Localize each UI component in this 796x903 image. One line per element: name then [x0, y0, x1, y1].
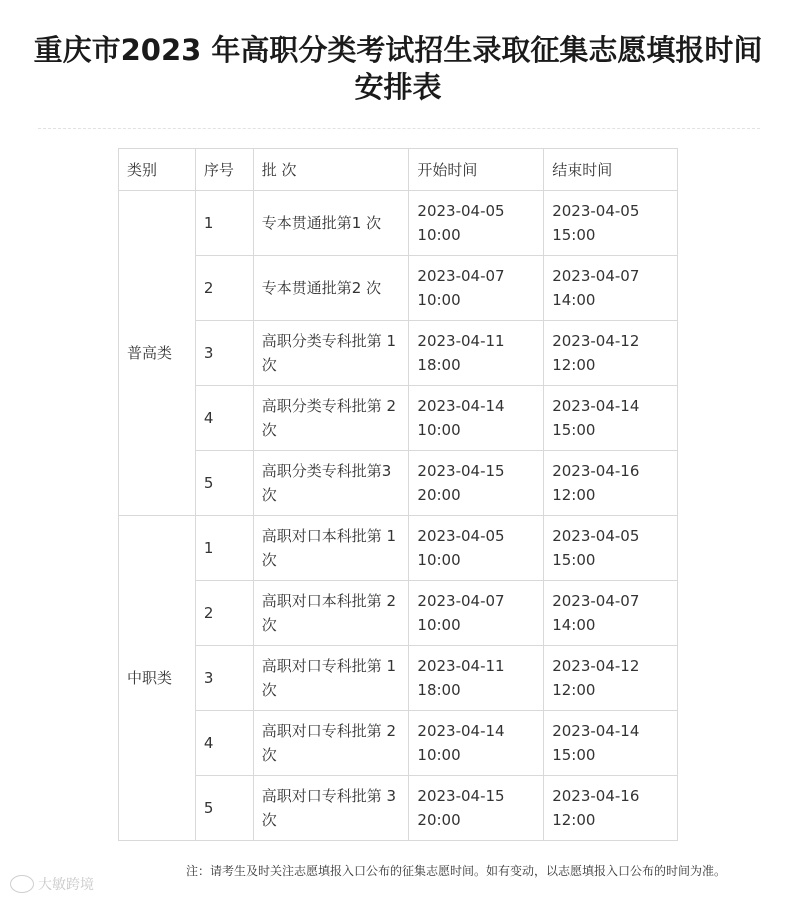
footnote: 注：请考生及时关注志愿填报入口公布的征集志愿时间。如有变动，以志愿填报入口公布的时间为准。: [185, 864, 726, 878]
sequence-cell: 1: [195, 516, 253, 581]
category-cell: 中职类: [119, 646, 196, 711]
end-time-cell: 2023-04-14 15:00: [544, 711, 678, 776]
category-cell: [119, 191, 196, 256]
end-time-cell: 2023-04-12 12:00: [544, 321, 678, 386]
batch-cell: 高职对口本科批第 1 次: [253, 516, 409, 581]
batch-cell: 高职对口专科批第 2 次: [253, 711, 409, 776]
table-row: [119, 256, 678, 321]
category-cell: [119, 386, 196, 451]
batch-cell: 高职分类专科批第 1 次: [253, 321, 409, 386]
sequence-cell: 3: [195, 646, 253, 711]
end-time-cell: 2023-04-07 14:00: [544, 581, 678, 646]
table-row: [119, 451, 678, 516]
sequence-cell: 2: [195, 256, 253, 321]
table-row: [119, 711, 678, 776]
start-time-cell: 2023-04-11 18:00: [409, 321, 544, 386]
sequence-cell: 2: [195, 581, 253, 646]
batch-cell: 高职分类专科批第3 次: [253, 451, 409, 516]
sequence-cell: 1: [195, 191, 253, 256]
end-time-cell: 2023-04-05 15:00: [544, 191, 678, 256]
batch-cell: 高职对口专科批第 1 次: [253, 646, 409, 711]
start-time-cell: 2023-04-14 10:00: [409, 386, 544, 451]
start-time-cell: 2023-04-05 10:00: [409, 516, 544, 581]
table-row: [119, 581, 678, 646]
header-start-time: 开始时间: [409, 149, 544, 191]
header-batch: 批 次: [253, 149, 409, 191]
sequence-cell: 3: [195, 321, 253, 386]
category-cell: [119, 581, 196, 646]
start-time-cell: 2023-04-07 10:00: [409, 581, 544, 646]
table-row: [119, 386, 678, 451]
table-row: [119, 321, 678, 386]
sequence-cell: 5: [195, 776, 253, 841]
start-time-cell: 2023-04-14 10:00: [409, 711, 544, 776]
category-cell: [119, 711, 196, 776]
batch-cell: 专本贯通批第1 次: [253, 191, 409, 256]
sequence-cell: 4: [195, 711, 253, 776]
table-header-row: [119, 149, 678, 191]
end-time-cell: 2023-04-16 12:00: [544, 776, 678, 841]
end-time-cell: 2023-04-12 12:00: [544, 646, 678, 711]
page-title: 重庆市2023 年高职分类考试招生录取征集志愿填报时间安排表: [33, 33, 763, 104]
end-time-cell: 2023-04-05 15:00: [544, 516, 678, 581]
category-cell: [119, 776, 196, 841]
start-time-cell: 2023-04-05 10:00: [409, 191, 544, 256]
category-cell: 普高类: [119, 321, 196, 386]
watermark: [10, 874, 94, 894]
sequence-cell: 5: [195, 451, 253, 516]
watermark-logo-icon: [10, 875, 34, 893]
batch-cell: 高职分类专科批第 2 次: [253, 386, 409, 451]
category-cell: [119, 516, 196, 581]
end-time-cell: 2023-04-14 15:00: [544, 386, 678, 451]
table-body: [119, 191, 678, 841]
header-sequence: 序号: [195, 149, 253, 191]
category-cell: [119, 451, 196, 516]
batch-cell: 高职对口专科批第 3 次: [253, 776, 409, 841]
category-cell: [119, 256, 196, 321]
table-row: [119, 516, 678, 581]
start-time-cell: 2023-04-11 18:00: [409, 646, 544, 711]
header-end-time: 结束时间: [544, 149, 678, 191]
batch-cell: 高职对口本科批第 2 次: [253, 581, 409, 646]
start-time-cell: 2023-04-15 20:00: [409, 776, 544, 841]
end-time-cell: 2023-04-16 12:00: [544, 451, 678, 516]
end-time-cell: 2023-04-07 14:00: [544, 256, 678, 321]
schedule-table: [118, 148, 678, 841]
table-row: [119, 646, 678, 711]
sequence-cell: 4: [195, 386, 253, 451]
header-category: 类别: [119, 149, 196, 191]
start-time-cell: 2023-04-15 20:00: [409, 451, 544, 516]
batch-cell: 专本贯通批第2 次: [253, 256, 409, 321]
start-time-cell: 2023-04-07 10:00: [409, 256, 544, 321]
table-row: [119, 191, 678, 256]
divider: [38, 128, 760, 129]
table-row: [119, 776, 678, 841]
watermark-text: 大敏跨境: [38, 877, 94, 893]
